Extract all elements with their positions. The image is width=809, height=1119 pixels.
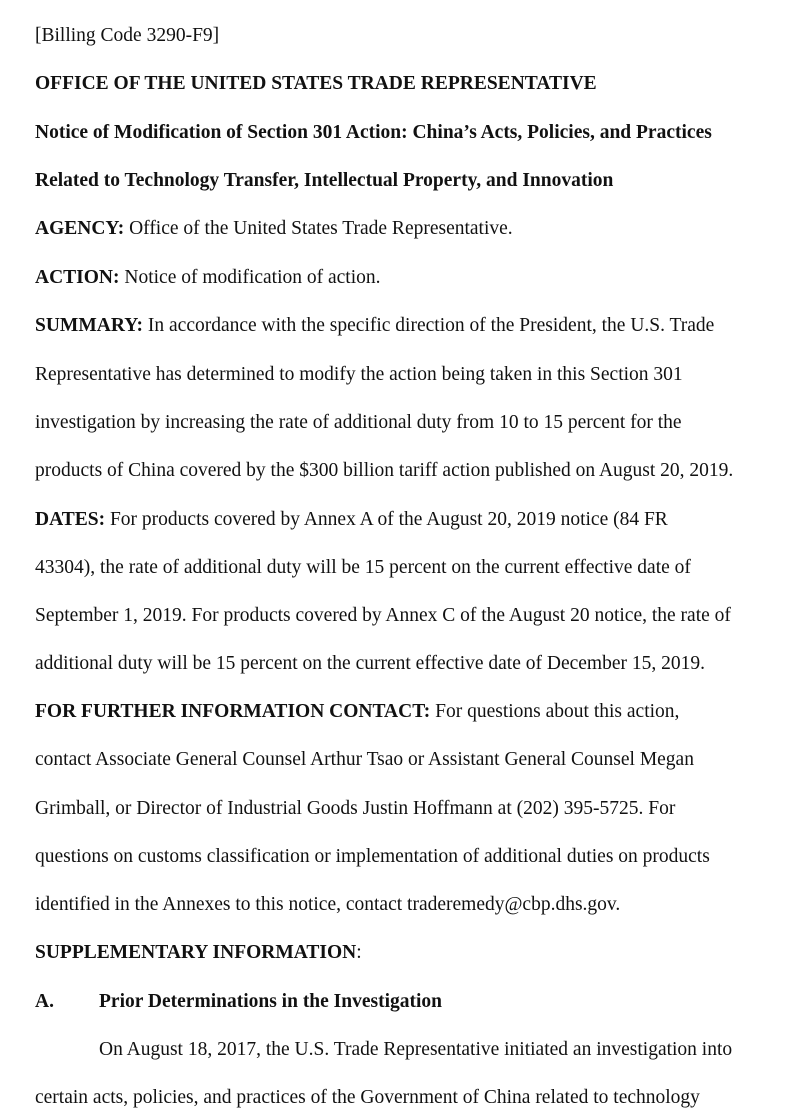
agency-text: Office of the United States Trade Representative. — [124, 218, 513, 239]
supplementary-colon: : — [356, 942, 362, 963]
section-a-line-2: certain acts, policies, and practices of the Government of China related to technology — [35, 1087, 700, 1108]
summary-line-2: Representative has determined to modify the action being taken in this Section 301 — [35, 364, 683, 385]
summary-line-3: investigation by increasing the rate of additional duty from 10 to 15 percent for the — [35, 412, 682, 433]
contact-line-1 — [35, 700, 679, 724]
dates-line-3: September 1, 2019. For products covered by Annex C of the August 20 notice, the rate of — [35, 605, 731, 626]
dates-label: DATES: — [35, 509, 106, 530]
agency-label: AGENCY: — [35, 218, 125, 239]
agency-paragraph — [35, 217, 513, 241]
action-label: ACTION: — [35, 267, 120, 288]
section-a-line-1: On August 18, 2017, the U.S. Trade Representative initiated an investigation into — [99, 1039, 733, 1060]
section-a-letter: A. — [35, 991, 54, 1012]
notice-title-line-2: Related to Technology Transfer, Intellectual Property, and Innovation — [35, 170, 614, 191]
supplementary-heading — [35, 941, 362, 965]
contact-line-3: Grimball, or Director of Industrial Goods Justin Hoffmann at (202) 395-5725. For — [35, 798, 676, 819]
summary-line-1 — [35, 314, 714, 338]
dates-line-1 — [35, 508, 668, 532]
contact-line-4: questions on customs classification or implementation of additional duties on products — [35, 846, 710, 867]
dates-line-2: 43304), the rate of additional duty will be 15 percent on the current effective date of — [35, 557, 691, 578]
dates-text-1: For products covered by Annex A of the August 20, 2019 notice (84 FR — [105, 509, 668, 530]
summary-label: SUMMARY: — [35, 315, 144, 336]
supplementary-label: SUPPLEMENTARY INFORMATION — [35, 942, 357, 963]
section-a-title: Prior Determinations in the Investigation — [99, 991, 443, 1012]
summary-line-4: products of China covered by the $300 billion tariff action published on August 20, 2019. — [35, 460, 734, 481]
contact-text-1: For questions about this action, — [430, 701, 680, 722]
contact-line-2: contact Associate General Counsel Arthur Tsao or Assistant General Counsel Megan — [35, 749, 694, 770]
action-text: Notice of modification of action. — [119, 267, 381, 288]
billing-code: [Billing Code 3290-F9] — [35, 25, 220, 46]
dates-line-4: additional duty will be 15 percent on the current effective date of December 15, 2019. — [35, 653, 705, 674]
contact-line-5: identified in the Annexes to this notice, contact traderemedy@cbp.dhs.gov. — [35, 894, 621, 915]
office-heading: OFFICE OF THE UNITED STATES TRADE REPRESENTATIVE — [35, 73, 597, 94]
contact-label: FOR FURTHER INFORMATION CONTACT: — [35, 701, 431, 722]
notice-title-line-1: Notice of Modification of Section 301 Action: China’s Acts, Policies, and Practices — [35, 122, 712, 143]
summary-text-1: In accordance with the specific direction of the President, the U.S. Trade — [143, 315, 715, 336]
action-paragraph — [35, 266, 381, 290]
